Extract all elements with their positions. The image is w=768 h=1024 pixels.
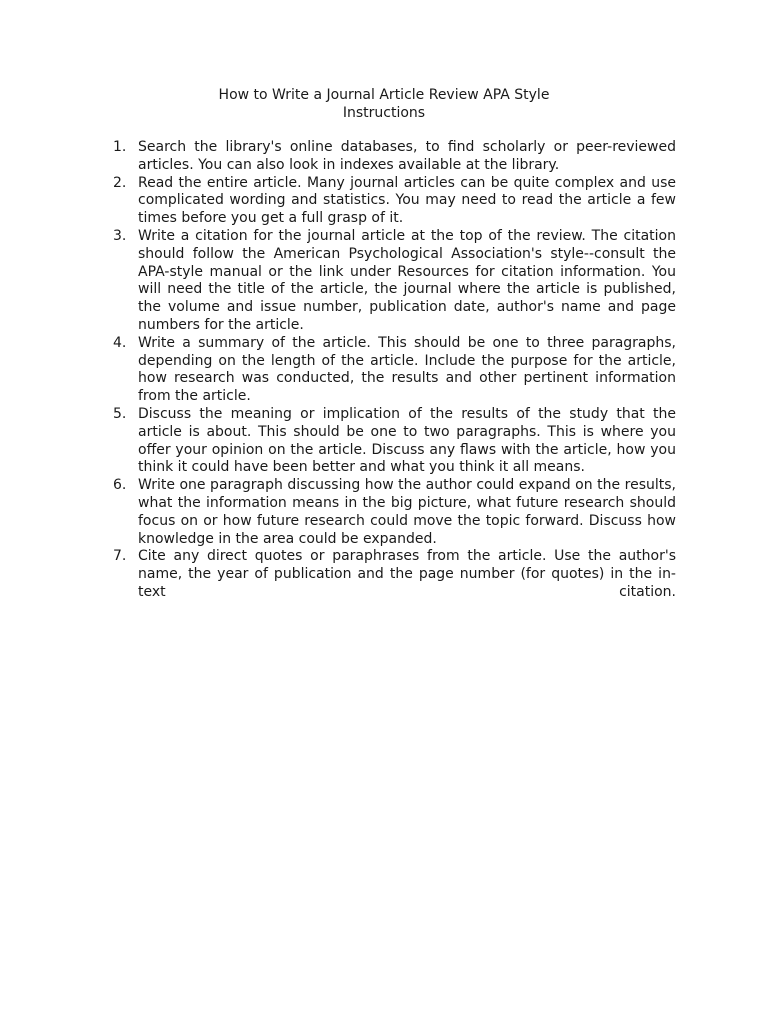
list-item <box>113 139 676 175</box>
instruction-list <box>113 139 676 602</box>
document-title-line-2: Instructions <box>342 105 426 121</box>
document-title <box>0 86 768 122</box>
list-item <box>113 548 676 601</box>
list-item-number: 3. <box>113 227 127 244</box>
list-item <box>113 406 676 477</box>
list-item-number: 2. <box>113 174 127 191</box>
list-item <box>113 175 676 228</box>
list-item-number: 6. <box>113 477 127 494</box>
list-item-text: Discuss the meaning or implication of the results of the study that the article is about. This should be one to two paragraphs. This is where you offer your opinion on the article. Discuss any flaws with the article, how you think it could have been better and what you think it all means. <box>138 405 676 476</box>
document-title-line-1: How to Write a Journal Article Review APA Style <box>218 87 550 103</box>
list-item-text: Write one paragraph discussing how the author could expand on the results, what the information means in the big picture, what future research should focus on or how future research could move the topic forward. Discuss how knowledge in the area could be expanded. <box>138 477 676 547</box>
list-item-text: Cite any direct quotes or paraphrases from the article. Use the author's name, the year of publication and the page number (for quotes) in the in-text citation. <box>138 548 676 600</box>
list-item-text: Write a summary of the article. This should be one to three paragraphs, depending on the length of the article. Include the purpose for the article, how research was conducted, the results and other pertinent information from the article. <box>138 334 676 405</box>
list-item <box>113 335 676 406</box>
list-item <box>113 477 676 548</box>
list-item-number: 1. <box>113 139 127 155</box>
list-item-text: Read the entire article. Many journal articles can be quite complex and use complicated wording and statistics. You may need to read the article a few times before you get a full grasp of it. <box>138 174 676 227</box>
list-item-text: Search the library's online databases, to find scholarly or peer-reviewed articles. You can also look in indexes available at the library. <box>138 139 676 173</box>
list-item <box>113 228 676 335</box>
list-item-number: 5. <box>113 405 127 422</box>
list-item-number: 7. <box>113 548 127 565</box>
list-item-number: 4. <box>113 334 127 351</box>
list-item-text: Write a citation for the journal article at the top of the review. The citation should follow the American Psychological Association's style--consult the APA-style manual or the link under Resources for citation information. You will need the title of the article, the journal where the article is published, the volume and issue number, publication date, author's name and page numbers for the article. <box>138 227 676 333</box>
